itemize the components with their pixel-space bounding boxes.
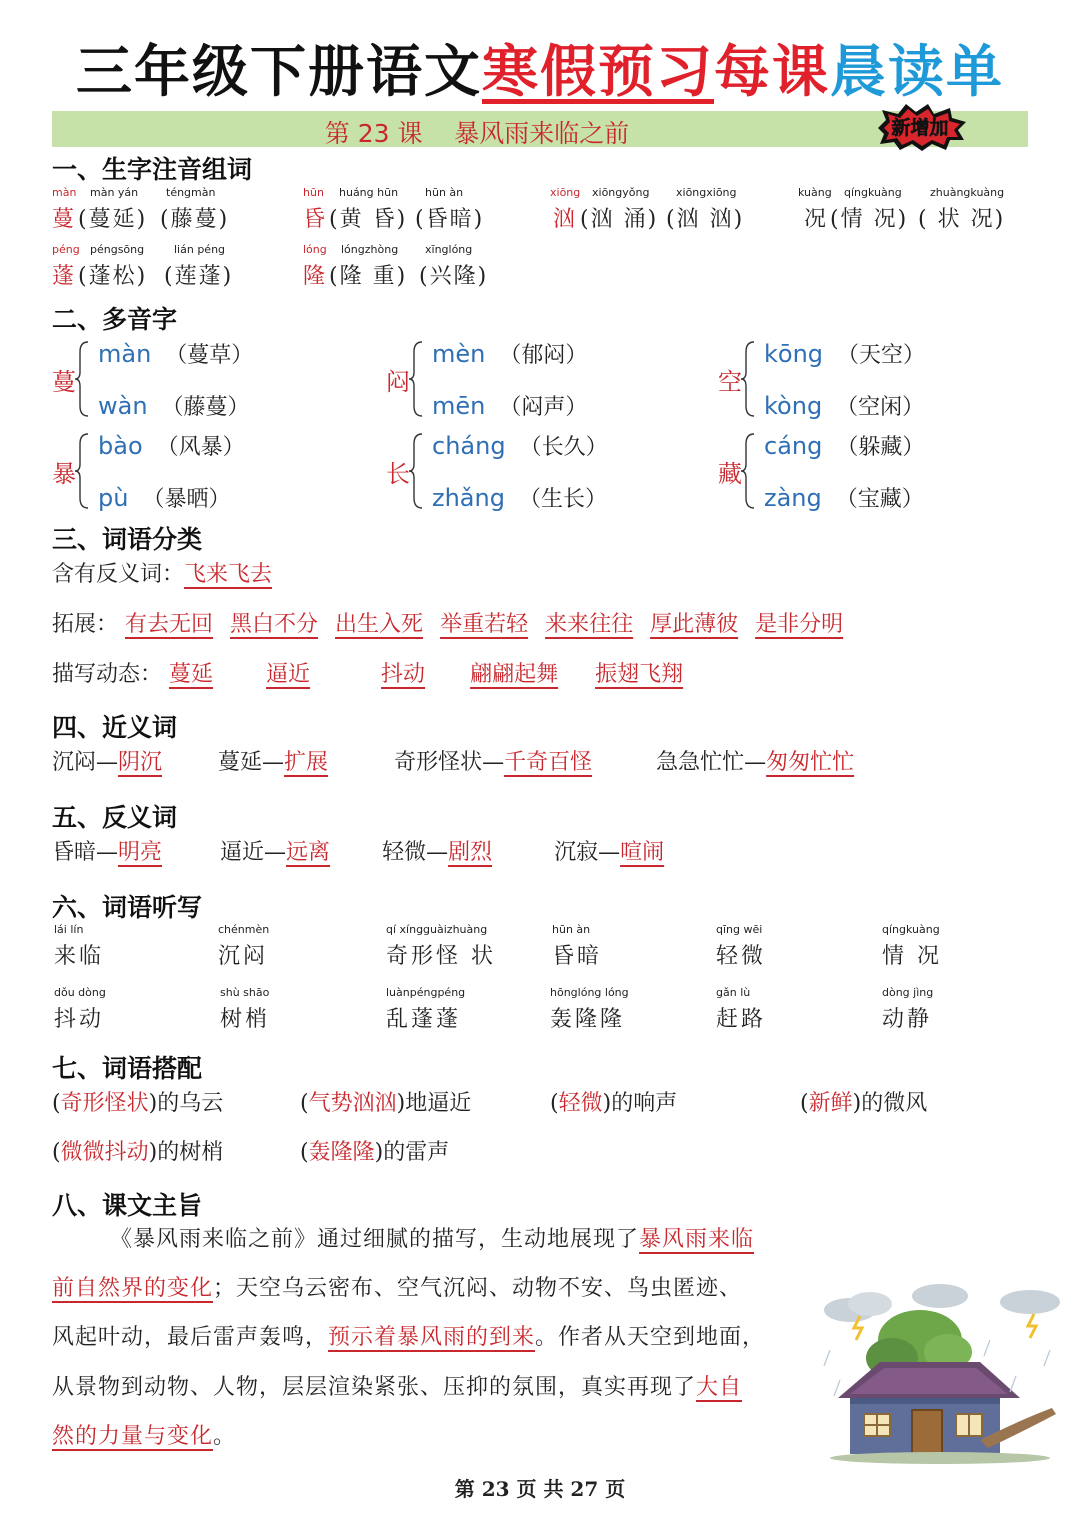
vocab-char: 隆 bbox=[303, 264, 328, 289]
pinyin: zhuàngkuàng bbox=[930, 186, 1005, 199]
vocab-word: (黄 昏) bbox=[329, 207, 408, 232]
badge-label: 新增加 bbox=[891, 117, 949, 139]
antonym-line: 昏暗—明亮 逼近—远离 轻微—剧烈 沉寂—喧闹 bbox=[52, 840, 665, 865]
collocation-item: (微微抖动)的树梢 bbox=[52, 1140, 224, 1165]
summary-line-3: 风起叶动，最后雷声轰鸣，预示着暴风雨的到来。作者从天空到地面， bbox=[52, 1325, 766, 1350]
burst-icon bbox=[872, 102, 968, 152]
section-3-heading: 三、词语分类 bbox=[52, 525, 203, 554]
vocab-char: 汹 bbox=[553, 207, 578, 232]
dictation-word: chénmèn 沉闷 bbox=[218, 923, 270, 969]
dictation-word: shù shāo 树梢 bbox=[220, 986, 271, 1032]
brace-icon bbox=[74, 432, 90, 510]
dictation-word: dǒu dòng 抖动 bbox=[54, 986, 106, 1032]
pinyin: xiōngyǒng bbox=[592, 186, 650, 199]
polyphone-char: 闷 bbox=[386, 368, 410, 396]
pinyin: hūn àn bbox=[425, 186, 464, 199]
collocation-item: (气势汹汹)地逼近 bbox=[300, 1091, 472, 1116]
pinyin: xiōngxiōng bbox=[676, 186, 737, 199]
title-part-4: 晨读单 bbox=[830, 40, 1004, 105]
storm-house-illustration bbox=[820, 1280, 1070, 1465]
vocab-word: (蔓延) bbox=[78, 207, 148, 232]
section-8-heading: 八、课文主旨 bbox=[52, 1191, 203, 1220]
brace-icon bbox=[408, 340, 424, 418]
dictation-word: qí xíngguàizhuàng 奇形怪 状 bbox=[386, 923, 496, 969]
polyphone-reading: zhǎng （生长） bbox=[432, 484, 607, 512]
pinyin: lóngzhòng bbox=[341, 243, 399, 256]
pinyin: lián péng bbox=[174, 243, 226, 256]
title-part-1: 三年级下册语文 bbox=[76, 40, 482, 105]
polyphone-group bbox=[52, 336, 372, 422]
dictation-word: hūn àn 昏暗 bbox=[552, 923, 603, 969]
answer-word: 蔓延 bbox=[169, 662, 214, 687]
answer-word: 喧闹 bbox=[620, 840, 665, 865]
section-4-heading: 四、近义词 bbox=[52, 713, 178, 742]
polyphone-reading: mēn （闷声） bbox=[432, 392, 588, 420]
vocab-char: 昏 bbox=[303, 207, 328, 232]
polyphone-reading: mèn （郁闷） bbox=[432, 340, 588, 368]
section-5-heading: 五、反义词 bbox=[52, 803, 178, 832]
polyphone-reading: cáng （躲藏） bbox=[764, 432, 925, 460]
pinyin: màn yán bbox=[90, 186, 139, 199]
answer-word: 阴沉 bbox=[118, 750, 163, 775]
polyphone-reading: kōng （天空） bbox=[764, 340, 926, 368]
brace-icon bbox=[408, 432, 424, 510]
pinyin: péng bbox=[52, 243, 80, 256]
dynamic-words-line bbox=[52, 657, 683, 688]
answer-word: 来来往往 bbox=[545, 612, 634, 637]
pinyin: huáng hūn bbox=[339, 186, 399, 199]
vocab-word: (情 况) bbox=[830, 207, 909, 232]
vocab-word: (兴隆) bbox=[419, 264, 489, 289]
dictation-word: hōnglóng lóng 轰隆隆 bbox=[550, 986, 629, 1032]
polyphone-char: 藏 bbox=[718, 460, 742, 488]
pinyin: màn bbox=[52, 186, 77, 199]
answer-word: 匆匆忙忙 bbox=[766, 750, 855, 775]
polyphone-reading: bào （风暴） bbox=[98, 432, 245, 460]
answer-word: 有去无回 bbox=[125, 612, 214, 637]
pinyin: qíngkuàng bbox=[844, 186, 902, 199]
page-number: 第 23 页 共 27 页 bbox=[454, 1477, 626, 1501]
polyphone-group bbox=[718, 428, 1038, 514]
answer-word: 明亮 bbox=[118, 840, 163, 865]
polyphone-char: 空 bbox=[718, 368, 742, 396]
section-2-heading: 二、多音字 bbox=[52, 305, 178, 334]
pinyin: xiōng bbox=[550, 186, 581, 199]
brace-icon bbox=[740, 432, 756, 510]
dictation-word: luànpéngpéng 乱蓬蓬 bbox=[386, 986, 466, 1032]
collocation-item: (新鲜)的微风 bbox=[800, 1091, 928, 1116]
vocab-char: 蓬 bbox=[52, 264, 77, 289]
new-badge bbox=[872, 102, 968, 152]
vocab-char: 蔓 bbox=[52, 207, 77, 232]
collocation-item: (轻微)的响声 bbox=[550, 1091, 678, 1116]
answer-word: 剧烈 bbox=[448, 840, 493, 865]
title-part-2: 寒假预习 bbox=[482, 40, 714, 105]
answer-word: 千奇百怪 bbox=[504, 750, 593, 775]
pinyin: xīnglóng bbox=[425, 243, 473, 256]
polyphone-reading: pù （暴晒） bbox=[98, 484, 231, 512]
dictation-word: dòng jìng 动静 bbox=[882, 986, 934, 1032]
answer-word: 振翅飞翔 bbox=[595, 662, 684, 687]
brace-icon bbox=[740, 340, 756, 418]
summary-line-5: 然的力量与变化。 bbox=[52, 1424, 237, 1449]
antonym-words-line bbox=[52, 557, 272, 588]
title-part-3: 每课 bbox=[714, 40, 830, 105]
vocab-word: (隆 重) bbox=[329, 264, 408, 289]
pinyin: hūn bbox=[303, 186, 324, 199]
polyphone-reading: kòng （空闲） bbox=[764, 392, 925, 420]
line-label: 含有反义词： bbox=[52, 562, 185, 587]
polyphone-reading: zàng （宝藏） bbox=[764, 484, 924, 512]
line-label: 拓展： bbox=[52, 612, 119, 637]
polyphone-reading: wàn （藤蔓） bbox=[98, 392, 250, 420]
synonym-line: 沉闷—阴沉 蔓延—扩展 奇形怪状—千奇百怪 急急忙忙—匆匆忙忙 bbox=[52, 750, 855, 775]
summary-line-4: 从景物到动物、人物，层层渲染紧张、压抑的氛围，真实再现了大自 bbox=[52, 1375, 743, 1400]
polyphone-char: 长 bbox=[386, 460, 410, 488]
summary-line-2: 前自然界的变化；天空乌云密布、空气沉闷、动物不安、鸟虫匿迹、 bbox=[52, 1276, 743, 1301]
vocab-word: (汹 涌) bbox=[580, 207, 659, 232]
extension-line bbox=[52, 607, 843, 638]
answer-word: 是非分明 bbox=[755, 612, 844, 637]
brace-icon bbox=[74, 340, 90, 418]
polyphone-reading: màn （蔓草） bbox=[98, 340, 254, 368]
vocab-word: (昏暗) bbox=[415, 207, 485, 232]
polyphone-group bbox=[386, 336, 706, 422]
dictation-word: qīng wēi 轻微 bbox=[716, 923, 767, 969]
section-1-heading: 一、生字注音组词 bbox=[52, 155, 253, 184]
summary-line-1: 《暴风雨来临之前》通过细腻的描写，生动地展现了暴风雨来临 bbox=[110, 1227, 755, 1252]
answer-word: 抖动 bbox=[381, 662, 426, 687]
answer-word: 出生入死 bbox=[335, 612, 424, 637]
vocab-word: (莲蓬) bbox=[164, 264, 234, 289]
answer-word: 飞来飞去 bbox=[184, 562, 273, 587]
section-7-heading: 七、词语搭配 bbox=[52, 1054, 203, 1083]
page-title bbox=[0, 28, 1080, 108]
answer-word: 逼近 bbox=[266, 662, 311, 687]
pinyin: péngsōng bbox=[90, 243, 145, 256]
answer-word: 厚此薄彼 bbox=[650, 612, 739, 637]
vocab-char: 况 bbox=[804, 207, 829, 232]
pinyin: téngmàn bbox=[166, 186, 216, 199]
vocab-word: (蓬松) bbox=[78, 264, 148, 289]
dictation-word: gǎn lù 赶路 bbox=[716, 986, 767, 1032]
vocab-word: ( 状 况) bbox=[918, 207, 1006, 232]
vocab-word: (汹 汹) bbox=[666, 207, 745, 232]
answer-word: 远离 bbox=[286, 840, 331, 865]
line-label: 描写动态： bbox=[52, 662, 163, 687]
collocation-item: (奇形怪状)的乌云 bbox=[52, 1091, 224, 1116]
pinyin: kuàng bbox=[798, 186, 832, 199]
answer-word: 翩翩起舞 bbox=[470, 662, 559, 687]
polyphone-char: 蔓 bbox=[52, 368, 76, 396]
answer-word: 扩展 bbox=[284, 750, 329, 775]
pinyin: lóng bbox=[303, 243, 327, 256]
collocation-item: (轰隆隆)的雷声 bbox=[300, 1140, 450, 1165]
answer-word: 举重若轻 bbox=[440, 612, 529, 637]
dictation-word: qíngkuàng 情 况 bbox=[882, 923, 942, 969]
polyphone-group bbox=[52, 428, 372, 514]
polyphone-reading: cháng （长久） bbox=[432, 432, 608, 460]
vocab-word: (藤蔓) bbox=[160, 207, 230, 232]
dictation-word: lái lín 来临 bbox=[54, 923, 105, 969]
section-6-heading: 六、词语听写 bbox=[52, 893, 203, 922]
polyphone-group bbox=[386, 428, 706, 514]
polyphone-group bbox=[718, 336, 1038, 422]
answer-word: 黑白不分 bbox=[230, 612, 319, 637]
polyphone-char: 暴 bbox=[52, 460, 76, 488]
lesson-title: 第 23 课 暴风雨来临之前 bbox=[324, 119, 630, 148]
